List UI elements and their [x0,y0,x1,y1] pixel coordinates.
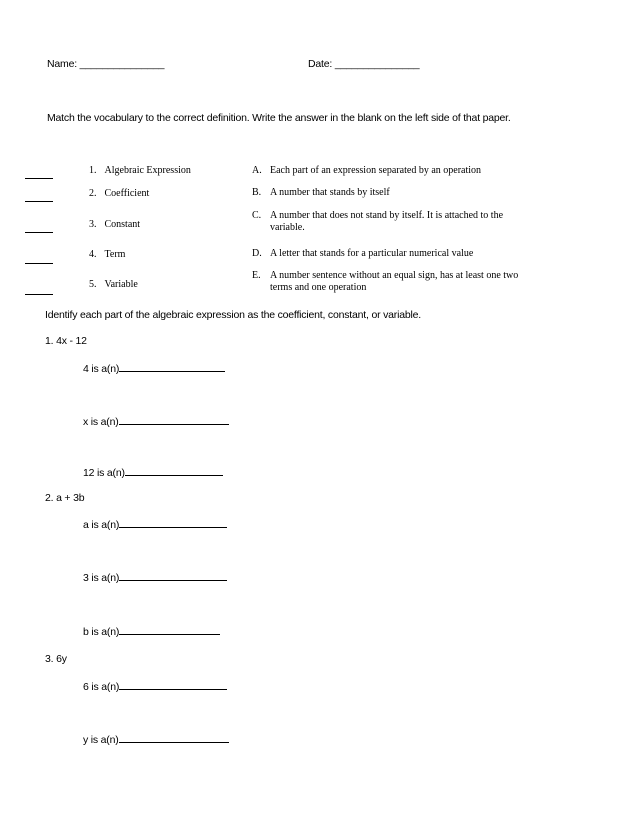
answer-blank-4[interactable] [25,263,53,264]
problem-label: 2. a + 3b [45,492,85,504]
vocab-item [89,219,140,230]
problem-prompt: 3 is a(n) [83,572,120,584]
name-blank[interactable]: _______________ [79,58,165,70]
vocab-item [89,249,125,260]
definition-text: Each part of an expression separated by an operation [270,165,482,176]
answer-blank[interactable] [119,733,229,743]
problem-item [83,362,225,375]
definition-item [252,210,261,221]
definition-letter: D. [252,248,262,259]
name-label: Name: [47,58,77,70]
answer-blank[interactable] [119,571,227,581]
answer-blank[interactable] [119,362,225,372]
problem-item [83,625,220,638]
problem-prompt: 4 is a(n) [83,363,120,375]
answer-blank-1[interactable] [25,178,53,179]
problem-label: 1. 4x - 12 [45,335,87,347]
definition-letter: E. [252,270,261,281]
vocab-term: Coefficient [104,188,150,199]
vocab-term: Variable [104,279,138,290]
definition-letter: C. [252,210,262,221]
definition-letter: B. [252,187,262,198]
problem-prompt: 6 is a(n) [83,681,120,693]
definition-text: A number that does not stand by itself. It is attached to the variable. [270,210,504,233]
answer-blank[interactable] [119,518,227,528]
problem-item [83,680,227,693]
instructions: Match the vocabulary to the correct definition. Write the answer in the blank on the left side of that paper. [47,112,511,124]
date-blank[interactable]: _______________ [334,58,420,70]
definition-item [252,165,262,176]
date-field [308,58,419,70]
definition-letter: A. [252,165,262,176]
problem-prompt: y is a(n) [83,734,119,746]
definition-text: A number that stands by itself [270,187,390,198]
vocab-item [89,165,191,176]
problem-item [83,466,223,479]
vocab-item [89,188,149,199]
vocab-item [89,279,138,290]
problem-item [83,733,229,746]
name-field [47,58,164,70]
definition-item [252,248,262,259]
answer-blank-5[interactable] [25,294,53,295]
problem-prompt: a is a(n) [83,519,120,531]
problem-item [83,571,227,584]
definition-text: A letter that stands for a particular numerical value [270,248,474,259]
problem-item [83,415,229,428]
vocab-number: 5. [89,279,97,290]
answer-blank[interactable] [125,466,223,476]
answer-blank[interactable] [119,625,220,635]
problem-label: 3. 6y [45,653,67,665]
problem-item [83,518,227,531]
answer-blank[interactable] [119,680,227,690]
vocab-number: 3. [89,219,97,230]
answer-blank-2[interactable] [25,201,53,202]
vocab-number: 1. [89,165,97,176]
vocab-number: 2. [89,188,97,199]
problem-prompt: 12 is a(n) [83,467,125,479]
definition-item [252,270,261,281]
vocab-term: Constant [104,219,141,230]
answer-blank-3[interactable] [25,232,53,233]
vocab-term: Algebraic Expression [104,165,191,176]
problem-prompt: x is a(n) [83,416,119,428]
vocab-term: Term [104,249,126,260]
date-label: Date: [308,58,333,70]
vocab-number: 4. [89,249,97,260]
answer-blank[interactable] [119,415,229,425]
definition-item [252,187,261,198]
part2-instructions: Identify each part of the algebraic expression as the coefficient, constant, or variable. [45,309,421,321]
definition-text: A number sentence without an equal sign, has at least one two terms and one operation [270,270,519,293]
problem-prompt: b is a(n) [83,626,120,638]
